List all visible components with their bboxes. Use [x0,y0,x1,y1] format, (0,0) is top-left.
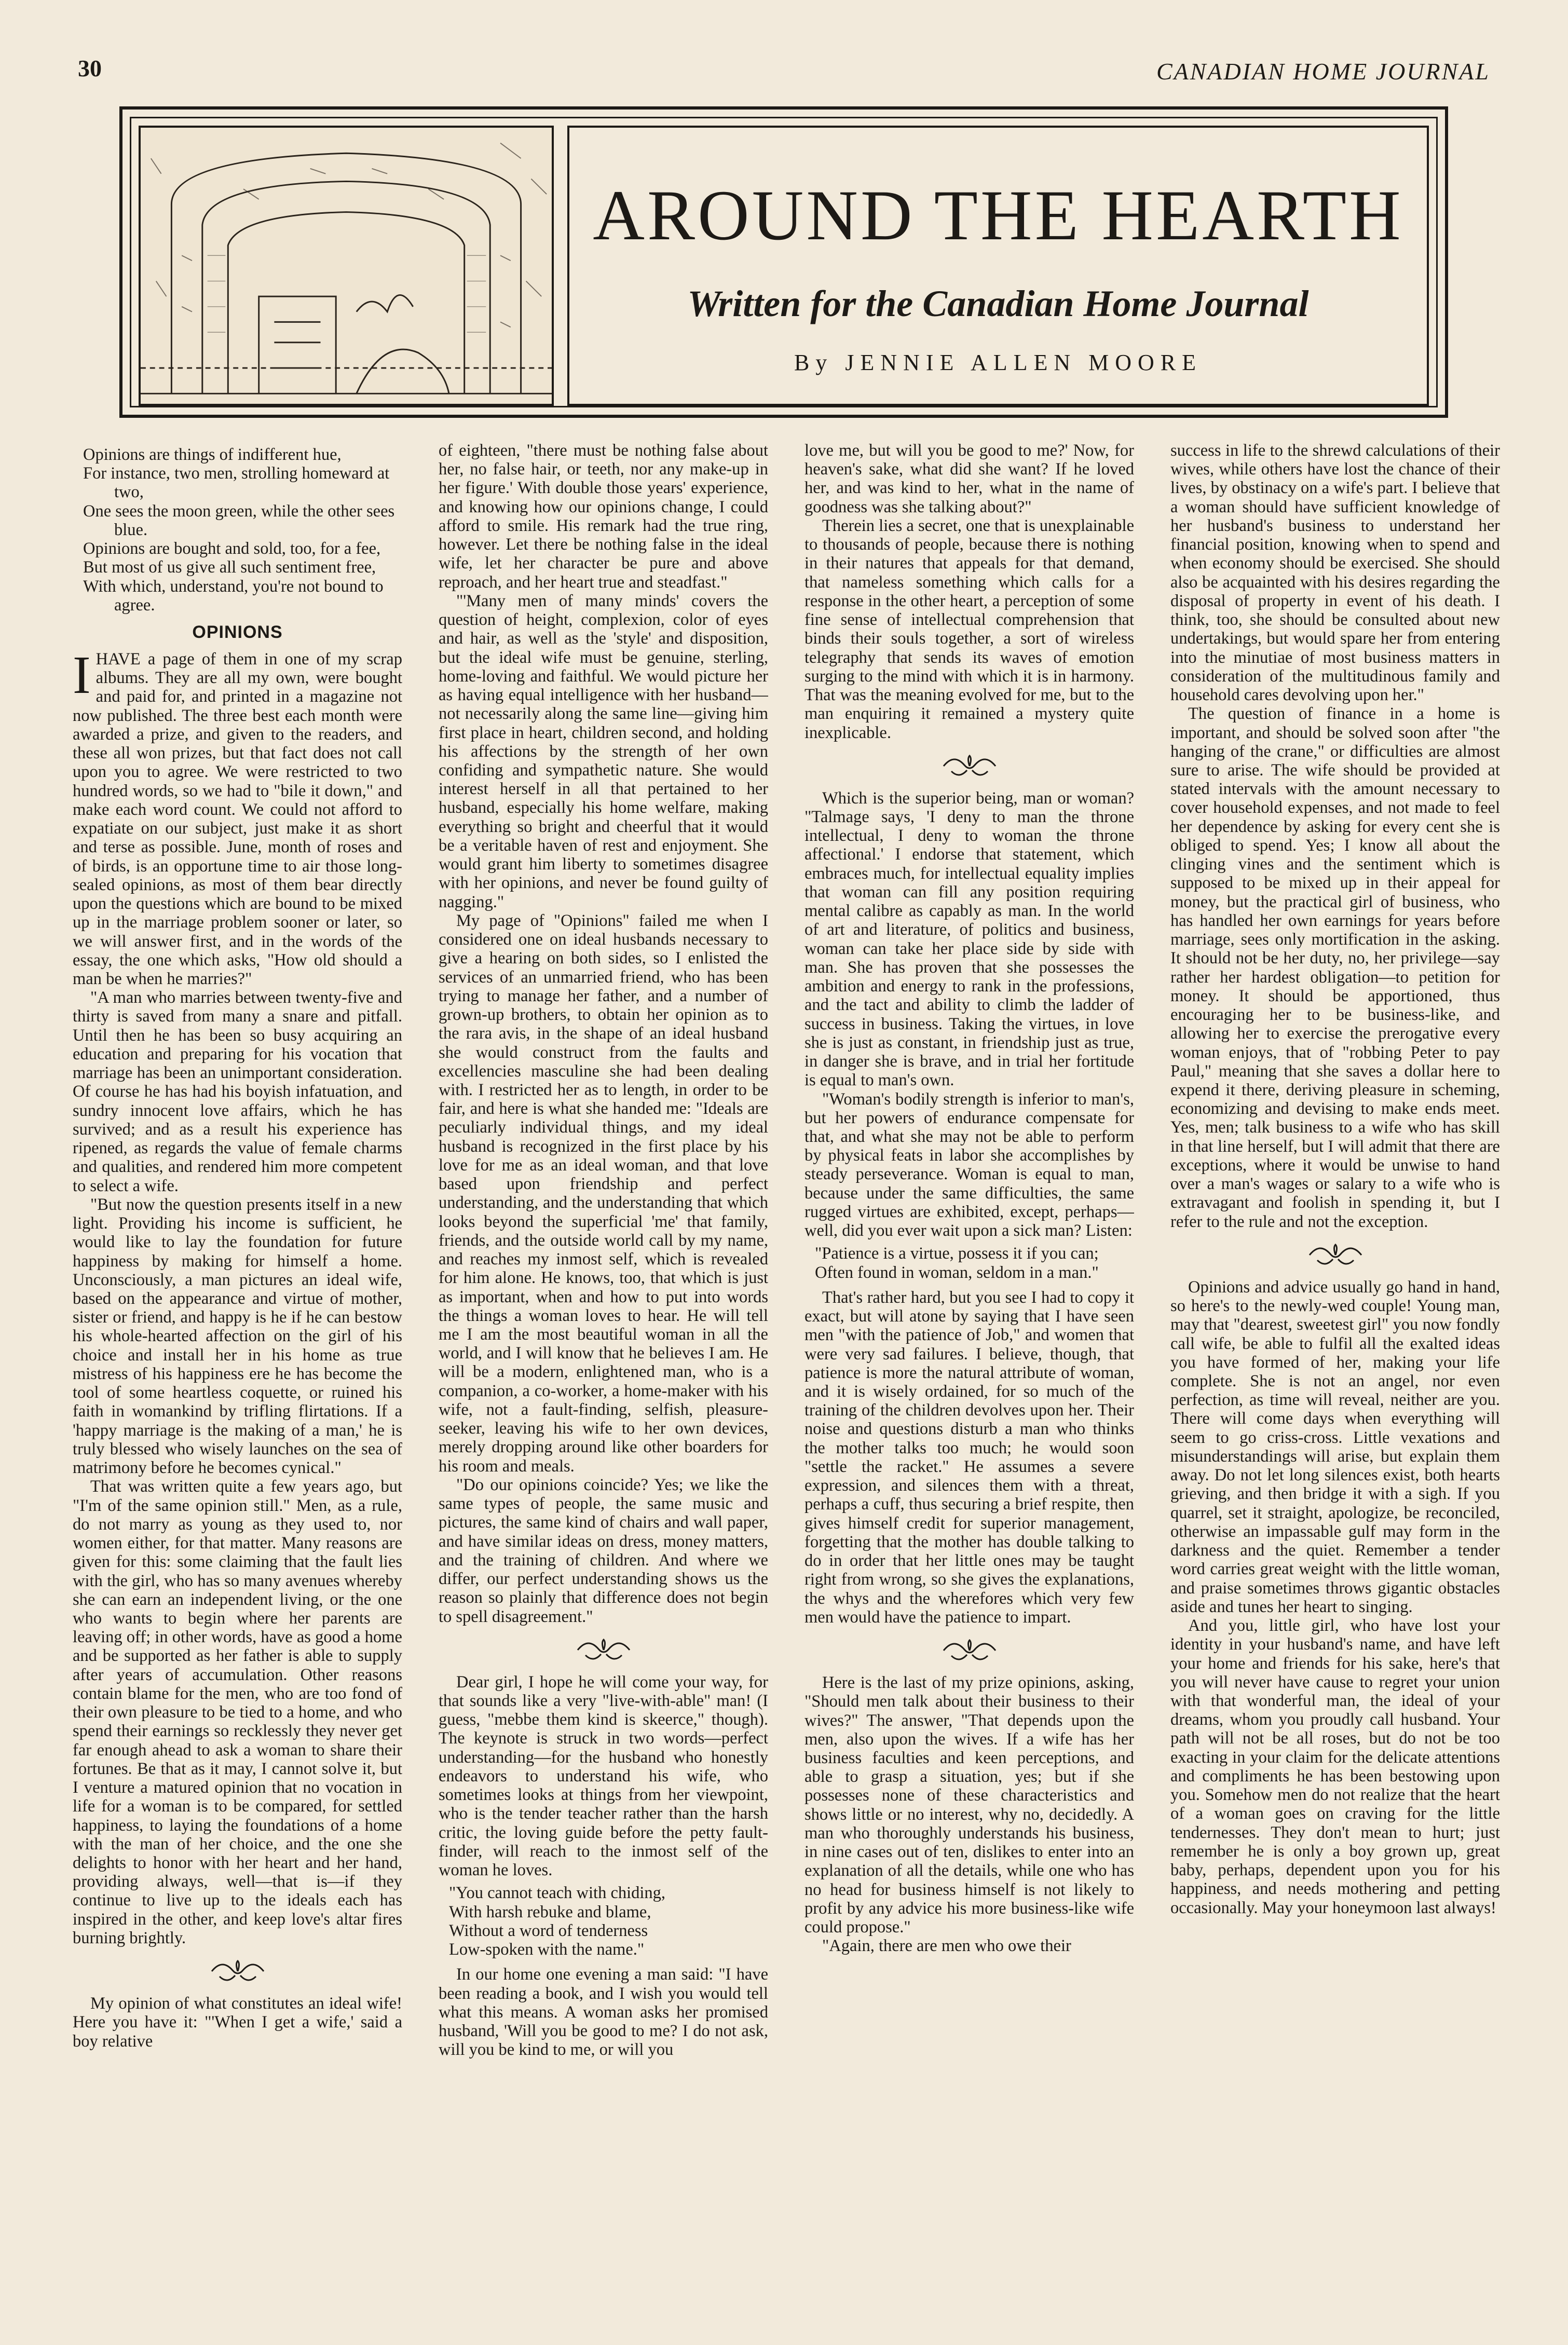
ornament-divider [805,742,1134,789]
paragraph: Which is the superior being, man or woman? "Talmage says, 'I deny to man the throne intellectual, I deny to woman the throne affectional.' I endorse that statement, which embraces much, for intellectual equality implies that woman can fill any position requiring mental calibre as capably as man. In the world of art and literature, of politics and business, woman can take her place side by side with man. She has proven that she possesses the ambition and energy to rank in the professions, and the tact and ability to climb the ladder of success in business. Taking the virtues, in love she is just as constant, in friendship just as true, in danger she is brave, and in trial her fortitude is equal to man's own. [805,788,1134,1090]
paragraph: love me, but will you be good to me?' Now, for heaven's sake, what did she want? If he loved her, and was kind to her, what in the name of goodness was she talking about?" [805,441,1134,516]
paragraph: "A man who marries between twenty-five and thirty is saved from many a snare and pitfall. Until then he has been so busy acquiring an education and preparing for his vocation that marriage has been an unimportant consideration. Of course he has had his boyish infatuation, and sundry innocent love affairs, which he has survived; and as a result his experience has ripened, as regards the value of female charms and qualities, and rendered him more competent to select a wife. [73,988,402,1195]
page-header [78,54,1490,91]
drop-cap: I [73,645,91,705]
verse-line: One sees the moon green, while the other sees blue. [83,501,395,539]
paragraph: My page of "Opinions" failed me when I considered one on ideal husbands necessary to give a hearing on both sides, so I enlisted the services of an unmarried friend, who has been trying to manage her father, and a number of grown-up brothers, to obtain her opinion as to the rara avis, in the shape of an ideal husband she would construct from the faults and excellencies masculine she had been dealing with. I restricted her as to length, in order to be fair, and here is what she handed me: "Ideals are peculiarly individual things, and my ideal husband is recognized in the first place by his love for me as an ideal woman, and that love based upon friendship and perfect understanding, and the understanding that which looks beyond the superficial 'me' that family, friends, and the outside world call by my name, and reaches my inmost self, which is revealed for him alone. He knows, too, that which is just as important, when and how to put into words the things a woman loves to hear. He will tell me I am the most beautiful woman in all the world, and I will know that he believes I am. He will be a modern, enlightened man, who is a companion, a co-worker, a home-maker with his wife, not a fault-finding, selfish, pleasure-seeker, leaving his wife to her own devices, merely dropping around like other boarders for his room and meals. [439,911,768,1476]
verse-line: Without a word of tenderness [449,1921,648,1940]
verse-line: With which, understand, you're not bound to agree. [83,577,384,615]
section-heading: OPINIONS [192,622,283,643]
masthead [119,106,1448,418]
fireplace-sketch-icon [141,128,552,404]
verse-line: Low-spoken with the name." [449,1940,645,1959]
flourish-icon [938,1635,1001,1666]
byline: By JENNIE ALLEN MOORE [794,350,1203,375]
paragraph: My opinion of what constitutes an ideal wife! Here you have it: "'When I get a wife,' said a boy relative [73,1994,402,2051]
paragraph: The question of finance in a home is important, and should be solved soon after "the hanging of the crane," or difficulties are almost sure to arise. The wife should be provided at stated intervals with the amount necessary to cover household expenses, and not made to feel her dependence by asking for every cent she is obliged to spend. Yes; I know all about the clinging vines and the sentiment which is supposed to be mixed up in their appeal for money, but the practical girl of business, who has handled her own earnings for years before marriage, sees only mortification in the asking. It should not be her duty, no, her privilege—say rather her hardest obligation—to petition for money. It should be apportioned, thus encouraging her to be business-like, and allowing her to exercise the prerogative every woman enjoys, that of "robbing Peter to pay Paul," meaning that she saves a dollar here to expend it there, deriving pleasure in scheming, economizing and devising to make ends meet. Yes, men; talk business to a wife who has skill in that line herself, but I will admit that there are exceptions, where it would be unwise to hand over a man's wages or salary to a wife who is extravagant and foolish in spending it, but I refer to the rule and not the exception. [1170,704,1500,1231]
column-3 [805,441,1134,2310]
paragraph: "But now the question presents itself in a new light. Providing his income is sufficient, he would like to lay the foundation for future happiness by making for himself a home. Unconsciously, a man pictures an ideal wife, based on the appearance and virtue of mother, sister or friend, and happy is he if he can bestow his whole-hearted affection on the girl of his choice and install her in his home as true mistress of his happiness ere he has become the tool of some heartless coquette, or ruined his faith in womankind by trifling flirtations. If a 'happy marriage is the making of a man,' he is truly blessed who wisely launches on the sea of matrimony before he becomes cynical." [73,1195,402,1478]
flourish-icon [1304,1239,1367,1271]
paragraph: And you, little girl, who have lost your identity in your husband's name, and have left your home and friends for his sake, here's that you will never have cause to regret your union with that wonderful man, the ideal of your dreams, whom you proudly call husband. Your path will not be all roses, but do not be too exacting in your claim for the delicate attentions and compliments he has been bestowing upon you. Somehow men do not realize that the heart of a woman goes on craving for the little tendernesses. They don't mean to hurt; just remember he is only a boy grown up, great baby, perhaps, dependent upon you for his happiness, and needs mothering and petting occasionally. May your honeymoon last always! [1170,1616,1500,1917]
verse-line: For instance, two men, strolling homeward at two, [83,464,390,502]
article-subtitle: Written for the Canadian Home Journal [687,283,1309,324]
title-panel [567,126,1429,406]
flourish-icon [207,1956,269,1987]
journal-name: CANADIAN HOME JOURNAL [1156,58,1490,85]
intro-verse [83,445,402,615]
paragraph: "Again, there are men who owe their [822,1937,1071,1956]
verse-line: Often found in woman, seldom in a man." [815,1263,1099,1282]
paragraph-text: HAVE a page of them in one of my scrap albums. They are all my own, were bought and paid for, and printed in a magazine not now published. The three best each month were awarded a prize, and given to the readers, and these all won prizes, but that fact does not call upon you to agree. We were restricted to two hundred words, so we had to "bile it down," and make each word count. We could not afford to expatiate on our subject, just make it as short and terse as possible. June, month of roses and of birds, is an opportune time to air those long-sealed opinions, as most of them bear directly upon the questions which are bound to be mixed up in the marriage problem sooner or later, so we will answer first, and in the words of the essay, the one which asks, "How old should a man be when he marries?" [73,650,402,988]
paragraph: In our home one evening a man said: "I have been reading a book, and I wish you would tell what this means. A woman asks her promised husband, 'Will you be good to me? I do not ask, will you be kind to me, or will you [439,1965,768,2060]
article-title: AROUND THE HEARTH [593,175,1403,255]
verse-line: "Patience is a virtue, possess it if you can; [815,1244,1099,1263]
paragraph: "Woman's bodily strength is inferior to man's, but her powers of endurance compensate for that, and what she may not be able to perform by physical feats in labor she accomplishes by steady perseverance. Woman is equal to man, because under the same difficulties, the same rugged virtues are exhibited, except, perhaps—well, did you ever wait upon a sick man? Listen: [805,1089,1134,1240]
paragraph: That's rather hard, but you see I had to copy it exact, but will atone by saying that I have seen men "with the patience of Job," and women that were very sad failures. I believe, though, that patience is more the natural attribute of woman, and it is wisely ordained, for so much of the training of the children devolves upon her. Their noise and questions disturb a man who thinks the mother talks too much; he would soon "settle the racket." He assumes a severe expression, and silences them with a threat, perhaps a cuff, thus securing a brief respite, then gives himself credit for superior management, forgetting that the mother has double talking to do in order that her little ones may be taught right from wrong, so she gives the explanations, the whys and the wherefores which very few men would have the patience to impart. [805,1288,1134,1627]
verse-line: "You cannot teach with chiding, [449,1884,666,1903]
quoted-verse [815,1244,1134,1281]
ornament-divider [1170,1231,1500,1278]
flourish-icon [572,1634,635,1666]
paragraph: Therein lies a secret, one that is unexplainable to thousands of people, because there is nothing in their natures that appeals for that demand, that nameless something which calls for a response in the other heart, a perception of some fine sense of intellectual comprehension that binds their souls together, a sort of wireless telegraphy that sends its waves of emotion surging to the mind with which it is in harmony. That was the meaning evolved for me, but to the man enquiring it remained a mystery quite inexplicable. [805,516,1134,742]
article-body [73,441,1500,2310]
paragraph: Dear girl, I hope he will come your way, for that sounds like a very "live-with-able" man! (I guess, "mebbe them kind is skeerce," though). The keynote is struck in two words—perfect understanding—for the husband who honestly endeavors to understand his wife, who sometimes looks at things from her viewpoint, who is the tender teacher rather than the harsh critic, the loving guide before the petty fault-finder, will reach to the inmost self of the woman he loves. [439,1672,768,1880]
paragraph: success in life to the shrewd calculations of their wives, while others have lost the chance of their lives, by obstinacy on a wife's part. I believe that a woman should have sufficient knowledge of her husband's business to understand her financial position, knowing when to spend and when economy should be exercised. She should also be acquainted with his desires regarding the disposal of property in event of his death. I think, too, she should be consulted about new undertakings, but would spare her from entering into the minutiae of most business matters in consideration of the multitudinous family and household cares devolving upon her." [1170,441,1500,705]
paragraph: Here is the last of my prize opinions, asking, "Should men talk about their business to their wives?" The answer, "That depends upon the men, also upon the wives. If a wife has her business faculties and keen perceptions, and able to grasp a situation, yes; but if she possesses none of these characteristics and shows little or no interest, why no, decidedly. A man who thoroughly understands his business, in nine cases out of ten, dislikes to enter into an explanation of all the details, while one who has no head for business himself is not likely to profit by any advice his more business-like wife could propose." [805,1673,1134,1937]
paragraph: "Do our opinions coincide? Yes; we like the same types of people, the same music and pictures, the same kind of chairs and wall paper, and have similar ideas on dress, money matters, and the training of children. And where we differ, our perfect understanding shows us the reason so plainly that difference does not begin to spell disagreement." [439,1475,768,1626]
column-4 [1170,441,1500,2310]
ornament-divider [439,1626,768,1673]
page-number: 30 [78,55,102,81]
paragraph: That was written quite a few years ago, but "I'm of the same opinion still." Men, as a rule, do not marry as young as they used to, nor women either, for that matter. Many reasons are given for this: some claiming that the fault lies with the girl, who has so many avenues whereby she can earn an independent living, or the one who wants to begin where her parents are leaving off; in other words, have as good a home and be supported as her father is able to supply after years of accumulation. Other reasons contain blame for the men, who are too fond of their own pleasure to be tied to a home, and who spend their earnings so recklessly they never get far enough ahead to ask a woman to share their fortunes. Be that as it may, I cannot solve it, but I venture a matured opinion that no vocation in life for a woman is to be compared, for settled happiness, to laying the foundations of a home with the man of her choice, and the one she delights to honor with her heart and her hand, providing always, well—that is—if they continue to live up to the ideals each has inspired in the other, and keep love's altar fires burning brightly. [73,1477,402,1947]
column-2 [439,441,768,2310]
ornament-divider [73,1947,402,1994]
paragraph [73,645,402,988]
column-1 [73,441,402,2310]
verse-line: Opinions are bought and sold, too, for a fee, [83,539,381,558]
hearth-illustration [139,126,554,406]
ornament-divider [805,1627,1134,1673]
flourish-icon [938,751,1001,782]
verse-line: Opinions are things of indifferent hue, [83,445,342,464]
quoted-verse [449,1884,768,1959]
paragraph: "'Many men of many minds' covers the question of height, complexion, color of eyes and hair, as well as the 'style' and disposition, but the ideal wife must be genuine, sterling, home-loving and faithful. We would picture her as having equal intelligence with her husband—not necessarily along the same line—giving him first place in heart, children second, and holding his affections by the strength of her own confiding and sympathetic nature. She would interest herself in all that pertained to her husband, especially his home welfare, making everything so bright and cheerful that it would be a veritable haven of rest and enjoyment. She would grant him liberty to sometimes disagree with her opinions, and never be found guilty of nagging." [439,591,768,911]
verse-line: With harsh rebuke and blame, [449,1902,651,1921]
masthead-frame [130,117,1438,407]
verse-line: But most of us give all such sentiment free, [83,558,376,577]
paragraph: Opinions and advice usually go hand in hand, so here's to the newly-wed couple! Young man, may that "dearest, sweetest girl" you now fondly call wife, be able to fulfil all the exalted ideas you have formed of her, making your life complete. She is not an angel, nor even perfection, as time will reveal, neither are you. There will come days when everything will seem to go criss-cross. Little vexations and misunderstandings will arise, but explain them away. Do not let long silences exist, both hearts grieving, and then bridge it with a sigh. If you quarrel, set it straight, apologize, be reconciled, otherwise an impassable gulf may form in the darkness and the quiet. Remember a tender word carries great weight with the little woman, and praise sometimes throws gigantic obstacles aside and tunes her heart to singing. [1170,1277,1500,1616]
paragraph: of eighteen, "there must be nothing false about her, no false hair, or teeth, nor any make-up in her figure.' With double those years' experience, and knowing how our opinions change, I could afford to smile. His remark had the true ring, however. Let there be nothing false in the ideal wife, let her character be pure and above reproach, and her heart true and steadfast." [439,441,768,592]
